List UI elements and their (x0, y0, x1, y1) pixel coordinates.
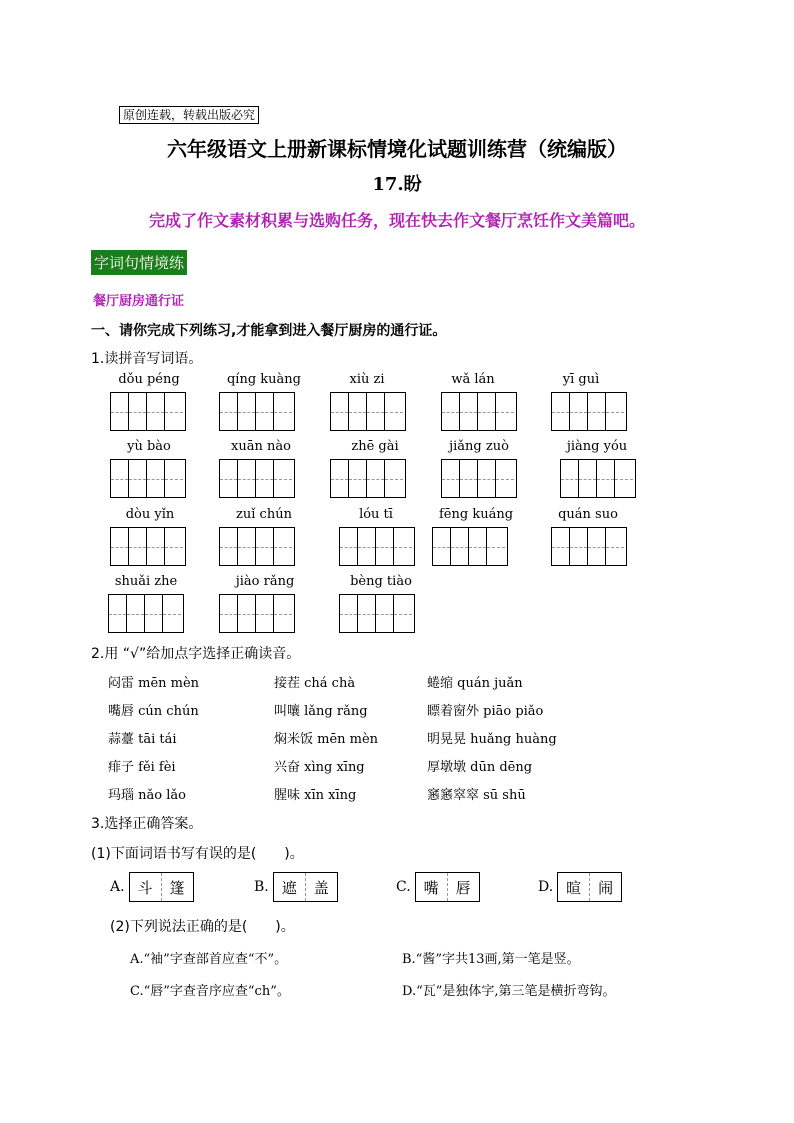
pinyin-label: jiào rǎng (235, 574, 295, 589)
q3-statement-a[interactable]: A.“袖”字查部首应查“不”。 (130, 952, 288, 967)
q3-statement-d[interactable]: D.“瓦”是独体字,第三笔是横折弯钩。 (402, 984, 616, 999)
q2-choice[interactable]: 腥味 xīn xīng (274, 788, 357, 803)
q1-item (219, 439, 303, 498)
writing-grid[interactable] (441, 459, 517, 498)
q2-choice[interactable]: 蜷缩 quán juǎn (427, 676, 523, 691)
option-label: A. (110, 879, 125, 895)
writing-grid[interactable] (219, 459, 295, 498)
pinyin-label: dǒu péng (118, 372, 180, 387)
option-label: D. (538, 879, 554, 895)
option-label: B. (254, 879, 269, 895)
word-box: 暄 闹 (557, 872, 622, 902)
writing-grid[interactable] (330, 459, 406, 498)
q3-option-c[interactable] (396, 872, 480, 902)
pinyin-label: qíng kuàng (226, 372, 301, 387)
q3-statement-c[interactable]: C.“唇”字查音序应查“ch”。 (130, 984, 290, 999)
pinyin-label: fēng kuáng (438, 507, 514, 522)
pinyin-label: yī guì (562, 372, 600, 387)
q3-sub2: (2)下列说法正确的是( )。 (110, 919, 295, 935)
pinyin-label: jiǎng zuò (449, 439, 509, 454)
option-label: C. (396, 879, 411, 895)
q1-item (441, 372, 517, 431)
q1-item (339, 574, 423, 633)
q2-choice[interactable]: 明晃晃 huǎng huàng (427, 732, 557, 747)
lesson-title: 17.盼 (372, 174, 422, 195)
word-box: 斗 篷 (129, 872, 194, 902)
word-box: 嘴 唇 (415, 872, 480, 902)
task-instruction: 一、请你完成下列练习,才能拿到进入餐厅厨房的通行证。 (91, 323, 447, 339)
page-title: 六年级语文上册新课标情境化试题训练营（统编版） (167, 137, 627, 161)
q2-choice[interactable]: 厚墩墩 dūn dēng (427, 760, 533, 775)
writing-grid[interactable] (110, 527, 186, 566)
q2-choice[interactable]: 痱子 fěi fèi (108, 760, 176, 775)
q1-item (330, 372, 406, 431)
q2-prompt: 2.用 “√”给加点字选择正确读音。 (91, 646, 301, 662)
copyright-stamp: 原创连载，转载出版必究 (119, 106, 259, 124)
section-badge: 字词句情境练 (91, 250, 187, 275)
q2-choice[interactable]: 蒜薹 tāi tái (108, 732, 177, 747)
q1-item (108, 574, 184, 633)
writing-grid[interactable] (339, 594, 415, 633)
writing-grid[interactable] (219, 594, 295, 633)
q2-choice[interactable]: 接茬 chá chà (274, 676, 356, 691)
writing-grid[interactable] (551, 527, 627, 566)
writing-grid[interactable] (219, 392, 295, 431)
q2-choice[interactable]: 叫嚷 lǎng rǎng (274, 704, 368, 719)
q2-choice[interactable]: 闷雷 mēn mèn (108, 676, 200, 691)
pinyin-label: xuān nào (231, 439, 291, 454)
writing-grid[interactable] (330, 392, 406, 431)
pinyin-label: zuǐ chún (236, 507, 292, 522)
writing-grid[interactable] (560, 459, 636, 498)
q3-option-a[interactable] (110, 872, 194, 902)
writing-grid[interactable] (441, 392, 517, 431)
pinyin-label: lóu tī (359, 507, 393, 522)
q1-item (330, 439, 420, 498)
q1-item (110, 507, 190, 566)
q1-item (560, 439, 636, 498)
q1-item (551, 372, 627, 431)
q1-item (339, 507, 415, 566)
word-box: 遮 盖 (273, 872, 338, 902)
writing-grid[interactable] (110, 392, 186, 431)
pinyin-label: xiù zi (349, 372, 385, 387)
writing-grid[interactable] (432, 527, 508, 566)
intro-text: 完成了作文素材积累与选购任务，现在快去作文餐厅烹饪作文美篇吧。 (148, 211, 645, 230)
q1-item (219, 372, 309, 431)
q2-choice[interactable]: 兴奋 xìng xīng (274, 760, 365, 775)
writing-grid[interactable] (551, 392, 627, 431)
q2-choice[interactable]: 焖米饭 mēn mèn (274, 732, 379, 747)
q1-prompt: 1.读拼音写词语。 (91, 351, 203, 367)
q3-statement-b[interactable]: B.“酱”字共13画,第一笔是竖。 (402, 952, 580, 967)
writing-grid[interactable] (110, 459, 186, 498)
pinyin-label: wǎ lán (451, 372, 495, 387)
pinyin-label: zhē gài (351, 439, 399, 454)
q1-item (551, 507, 627, 566)
q2-choice[interactable]: 窸窸窣窣 sū shū (427, 788, 526, 803)
q1-item (441, 439, 517, 498)
pinyin-label: shuǎi zhe (114, 574, 178, 589)
pinyin-label: yù bào (127, 439, 171, 454)
q2-choice[interactable]: 玛瑙 nǎo lǎo (108, 788, 186, 803)
q1-item (219, 507, 309, 566)
pinyin-label: dòu yǐn (125, 507, 175, 522)
q3-option-d[interactable] (538, 872, 622, 902)
q1-item (432, 507, 520, 566)
sub-heading: 餐厅厨房通行证 (93, 294, 185, 309)
writing-grid[interactable] (339, 527, 415, 566)
q3-sub1: (1)下面词语书写有误的是( )。 (91, 846, 304, 862)
q3-option-b[interactable] (254, 872, 338, 902)
writing-grid[interactable] (108, 594, 184, 633)
q1-item (110, 372, 188, 431)
pinyin-label: quán suo (558, 507, 618, 522)
pinyin-label: jiàng yóu (566, 439, 628, 454)
q2-choice[interactable]: 嘴唇 cún chún (108, 704, 199, 719)
pinyin-label: bèng tiào (350, 574, 412, 589)
q1-item (110, 439, 188, 498)
q2-choice[interactable]: 瞟着窗外 piāo piǎo (427, 704, 544, 719)
q3-prompt: 3.选择正确答案。 (91, 816, 203, 832)
writing-grid[interactable] (219, 527, 295, 566)
q1-item (219, 574, 311, 633)
